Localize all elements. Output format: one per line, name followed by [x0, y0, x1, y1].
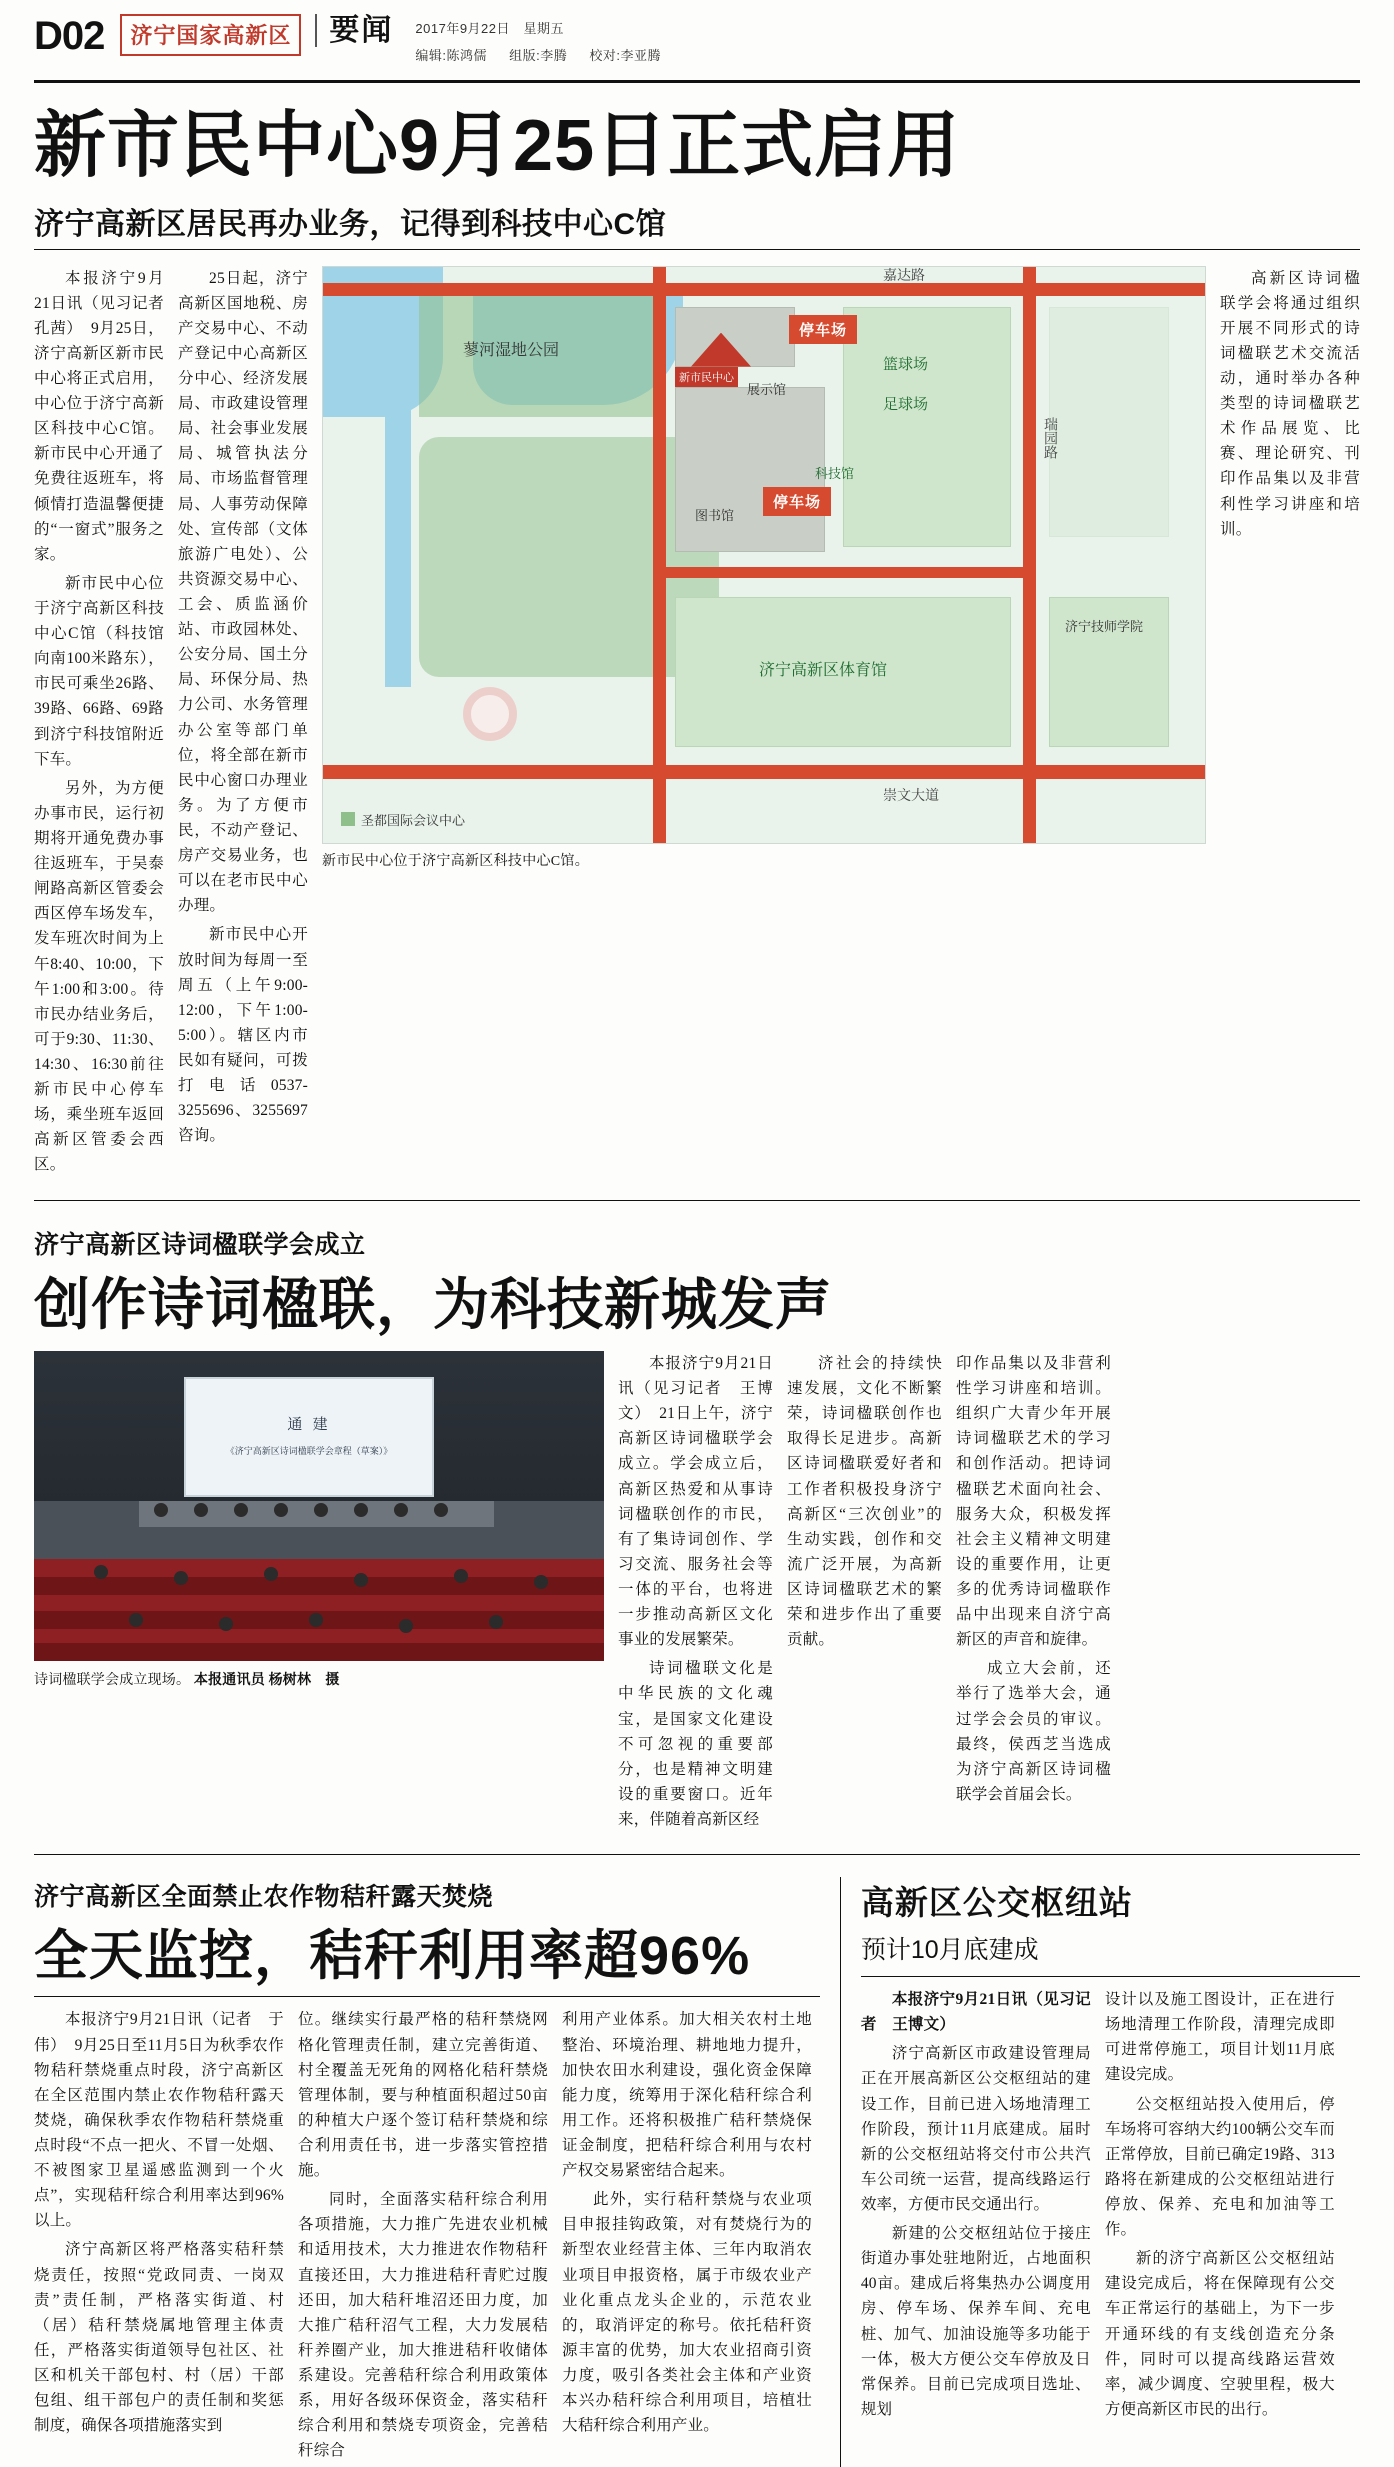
paragraph: 本报济宁9月21日讯（见习记者 王博文） 21日上午，济宁高新区诗词楹联学会成立。学会成立后，高新区热爱和从事诗词楹联创作的市民，有了集诗词创作、学习交流、服务社会等一体的平台，也将进一步推动高新区文化事业的发展繁荣。 — [618, 1355, 773, 1649]
person-head — [354, 1503, 368, 1517]
paragraph: 济宁高新区市政建设管理局正在开展高新区公交枢纽站的建设工作，目前已进入场地清理工作阶段，预计11月底建成。届时新的公交枢纽站将交付市公共汽车公司统一运营，提高线路运行效率，方便市民交通出行。 — [860, 2045, 1091, 2213]
paragraph: 新市民中心位于济宁高新区科技中心C馆（科技馆向南100米路东），市民可乘坐26路、39路、66路、69路到济宁科技馆附近下车。 — [34, 574, 164, 768]
story4-col2 — [1105, 1987, 1335, 2426]
map-road-bottom — [323, 765, 1205, 779]
map-road-top — [323, 283, 1205, 296]
person-head — [129, 1613, 143, 1627]
map-river — [385, 387, 411, 687]
page-folio: D02 — [34, 14, 105, 58]
paragraph: 同时，全面落实秸秆综合利用各项措施，大力推广先进农业机械和适用技术，大力推进农作物秸秆直接还田，大力推进秸秆青贮过腹还田，加大秸秆堆沼还田力度，加大推广秸秆沼气工程，大力发展秸秆养圈产业，加大推进秸秆收储体系建设。完善秸秆综合利用政策体系，用好各级环保资金，落实秸秆综合利用和禁烧专项资金，完善秸秆综合 — [298, 2191, 548, 2460]
story3-body — [34, 2007, 820, 2467]
legend-swatch-icon — [341, 812, 355, 826]
person-head — [309, 1613, 323, 1627]
dateline: 本报济宁9月21日讯（见习记者 王博文） — [860, 1991, 1091, 2034]
paragraph: 25日起，济宁高新区国地税、房产交易中心、不动产登记中心高新区分中心、经济发展局、市政建设管理局、社会事业发展局、城管执法分局、市场监督管理局、人事劳动保障处、宣传部（文体旅游广电处）、公共资源交易中心、工会、质监涵价站、市政园林处、公安分局、国土分局、环保分局、热力公司、水务管理办公室等部门单位，将全部在新市民中心窗口办理业务。为了方便市民，不动产登记、房产交易业务，也可以在老市民中心办理。 — [178, 269, 308, 915]
map-pin-new-citizen-center: 新市民中心 — [675, 367, 738, 387]
paragraph: 此外，实行秸秆禁烧与农业项目申报挂钩政策，对有焚烧行为的新型农业经营主体、三年内取消农业项目申报资格，属于市级农业产业化重点龙头企业的，示范农业的，取消评定的称号。依托秸秆资源丰富的优势，加大农业招商引资力度，吸引各类社会主体和产业资本兴办秸秆综合利用项目，培植壮大秸秆综合利用产业。 — [562, 2191, 812, 2435]
paragraph: 新的济宁高新区公交枢纽站建设完成后，将在保障现有公交车正常运行的基础上，为下一步开通环线的有支线创造充分条件，同时可以提高线路运营效率，减少调度、空驶里程，极大方便高新区市民的出行。 — [1104, 2250, 1335, 2418]
paragraph: 诗词楹联文化是中华民族的文化魂宝，是国家文化建设不可忽视的重要部分，也是精神文明建设的重要窗口。近年来，伴随着高新区经 — [618, 1660, 773, 1828]
person-head — [274, 1503, 288, 1517]
brand-name: 济宁国家高新区 — [130, 23, 292, 48]
story2-photo-wrap — [34, 1351, 604, 1836]
seat-row — [34, 1643, 604, 1661]
photo-audience-seats — [34, 1559, 604, 1661]
map-green-area — [419, 437, 719, 677]
story4-col1 — [861, 1987, 1091, 2426]
person-head — [394, 1503, 408, 1517]
event-photo — [34, 1351, 604, 1661]
seat-row — [34, 1577, 604, 1595]
story2-col3 — [956, 1351, 1111, 1836]
story2-col1 — [618, 1351, 773, 1836]
masthead-meta — [415, 14, 679, 64]
story3-col2 — [298, 2007, 548, 2467]
map-label-wetland-park: 蓼河湿地公园 — [463, 341, 560, 359]
map-road-vertical-2 — [1023, 267, 1036, 844]
brand-logo — [120, 14, 301, 56]
story1-subhead: 济宁高新区居民再办业务，记得到科技中心C馆 — [34, 207, 667, 241]
person-head — [264, 1567, 278, 1581]
story1-body — [34, 266, 1360, 1182]
projector-screen — [184, 1377, 434, 1497]
map-parking-1: 停车场 — [789, 315, 857, 344]
paragraph: 济宁高新区将严格落实秸秆禁烧责任，按照“党政同责、一岗双责”责任制，严格落实街道、村（居）秸秆禁烧属地管理主体责任，严格落实街道领导包社区、社区和机关干部包村、村（居）干部包组、组干部包户的责任制和奖惩制度，确保各项措施落实到 — [34, 2241, 284, 2435]
person-head — [434, 1503, 448, 1517]
story4-body — [861, 1987, 1360, 2426]
paragraph: 本报济宁9月21日讯（见习记者 孔茜） 9月25日，济宁高新区新市民中心将正式启用，中心位于济宁高新区科技中心C馆。新市民中心开通了免费往返班车，将倾情打造温馨便捷的“一窗式”服务之家。 — [34, 269, 180, 563]
paragraph: 新建的公交枢纽站位于接庄街道办事处驻地附近，占地面积40亩。建成后将集热办公调度用房、停车场、保养车间、充电桩、加气、加油设施等多功能于一体，极大方便公交车停放及日常保养。目前已完成项目选址、规划 — [860, 2225, 1091, 2418]
story1-col2 — [178, 266, 308, 1182]
story2-col2 — [787, 1351, 942, 1836]
person-head — [154, 1503, 168, 1517]
map-label-exhibit: 展示馆 — [747, 381, 787, 397]
paragraph: 新市民中心开放时间为每周一至周五（上午9:00-12:00，下午1:00-5:00）。辖区内市民如有疑问，可拨打电话0537-3255696、3255697咨询。 — [178, 926, 308, 1145]
person-head — [399, 1619, 413, 1633]
story3-col1 — [34, 2007, 284, 2467]
person-head — [194, 1503, 208, 1517]
story3-col3 — [562, 2007, 812, 2467]
story-poetry-society — [34, 1201, 1360, 1837]
map-roundabout — [463, 687, 517, 741]
screen-subtitle: 《济宁高新区诗词楹联学会章程（草案）》 — [225, 1446, 393, 1456]
paragraph: 济社会的持续快速发展，文化不断繁荣，诗词楹联创作也取得长足进步。高新区诗词楹联爱好者和工作者积极投身济宁高新区“三次创业”的生动实践，创作和交流广泛开展，为高新区诗词楹联艺术的繁荣和进步作出了重要贡献。 — [787, 1355, 942, 1649]
map-block-2 — [675, 387, 825, 552]
map-roadname-1: 嘉达路 — [883, 266, 925, 283]
credit-proof: 校对:李亚腾 — [589, 48, 662, 63]
map-roadname-3: 崇文大道 — [883, 786, 939, 803]
map-road-mid — [653, 567, 1036, 578]
location-map — [322, 266, 1206, 844]
person-head — [219, 1617, 233, 1631]
map-label-stadium: 济宁高新区体育馆 — [759, 661, 888, 679]
paragraph: 印作品集以及非营利性学习讲座和培训。组织广大青少年开展诗词楹联艺术的学习和创作活动。把诗词楹联艺术面向社会、服务大众，积极发挥社会主义精神文明建设的重要作用，让更多的优秀诗词楹联作品中出现来自济宁高新区的声音和旋律。 — [956, 1355, 1111, 1649]
caption-text: 诗词楹联学会成立现场。 — [34, 1673, 191, 1688]
person-head — [489, 1615, 503, 1629]
credit-layout: 组版:李腾 — [509, 48, 568, 63]
person-head — [94, 1565, 108, 1579]
story3-kicker: 济宁高新区全面禁止农作物秸秆露天焚烧 — [34, 1883, 494, 1912]
story1-col3 — [1220, 266, 1360, 1182]
map-label-basketball: 篮球场 — [883, 355, 929, 373]
person-head — [174, 1571, 188, 1585]
map-sports-block — [843, 307, 1011, 547]
story1-col1 — [34, 266, 180, 1182]
story1-headline: 新市民中心9月25日正式启用 — [34, 106, 961, 186]
map-legend — [341, 810, 465, 829]
story3-rule — [34, 1996, 820, 1997]
credits — [415, 45, 679, 64]
person-head — [534, 1575, 548, 1589]
map-label-college: 济宁技师学院 — [1065, 618, 1144, 634]
story3-headline: 全天监控，秸秆利用率超96% — [34, 1926, 751, 1987]
story2-headline: 创作诗词楹联，为科技新城发声 — [34, 1272, 832, 1336]
paragraph: 高新区诗词楹联学会将通过组织开展不同形式的诗词楹联艺术交流活动，通时举办各种类型的诗词楹联艺术作品展览、比赛、理论研究、刊印作品集以及非营利性学习讲座和培训。 — [1220, 269, 1360, 538]
paragraph: 设计以及施工图设计，正在进行场地清理工作阶段，清理完成即可进常停施工，项目计划11月底建设完成。 — [1104, 1991, 1335, 2084]
story-straw-burning — [34, 1877, 820, 2467]
story1-figure — [322, 266, 1206, 1182]
map-roadname-2: 瑞园路 — [1043, 416, 1059, 459]
story2-body — [34, 1351, 1360, 1836]
paragraph: 位。继续实行最严格的秸秆禁烧网格化管理责任制，建立完善街道、村全覆盖无死角的网格化秸秆禁烧管理体制，要与种植面积超过50亩的种植大户逐个签订秸秆禁烧和综合利用责任书，进一步落实管控措施。 — [298, 2011, 548, 2180]
caption-credit: 本报通讯员 杨树林 摄 — [193, 1673, 340, 1688]
person-head — [454, 1569, 468, 1583]
story1-figure-caption: 新市民中心位于济宁高新区科技中心C馆。 — [322, 853, 590, 869]
person-head — [234, 1503, 248, 1517]
screen-title: 通 建 — [287, 1416, 331, 1433]
paragraph: 利用产业体系。加大相关农村土地整治、环境治理、耕地地力提升，加快农田水利建设，强化资金保障能力度，统筹用于深化秸秆综合利用工作。还将积极推广秸秆禁烧保证金制度，把秸秆综合利用与农村产权交易紧密结合起来。 — [562, 2011, 812, 2180]
bottom-section — [34, 1855, 1360, 2467]
publication-date: 2017年9月22日 星期五 — [415, 21, 565, 36]
paragraph: 公交枢纽站投入使用后，停车场将可容纳大约100辆公交车而正常停放，目前已确定19路、313路将在新建成的公交枢纽站进行停放、保养、充电和加油等工作。 — [1104, 2095, 1335, 2239]
masthead — [34, 0, 1360, 74]
story-bus-hub — [861, 1877, 1360, 2467]
map-parking-2: 停车场 — [763, 487, 831, 516]
story1-rule — [34, 249, 1360, 250]
story4-kicker: 高新区公交枢纽站 — [860, 1884, 1133, 1922]
paragraph: 成立大会前，还举行了选举大会，通过学会会员的审议。最终，侯西芝当选成为济宁高新区诗词楹联学会首届会长。 — [956, 1660, 1111, 1803]
map-label-library: 图书馆 — [695, 507, 735, 523]
credit-editor: 编辑:陈鸿儒 — [415, 48, 488, 63]
story-new-citizen-center — [34, 83, 1360, 1182]
story4-subhead: 预计10月底建成 — [860, 1936, 1039, 1965]
person-head — [314, 1503, 328, 1517]
map-east-block — [1049, 307, 1169, 537]
story2-kicker: 济宁高新区诗词楹联学会成立 — [34, 1230, 366, 1259]
story4-rule — [861, 1976, 1360, 1977]
story2-caption — [34, 1669, 604, 1689]
section-divider — [840, 1877, 841, 2467]
person-head — [354, 1573, 368, 1587]
section-title: 要闻 — [315, 14, 393, 47]
paragraph: 本报济宁9月21日讯（记者 于伟） 9月25日至11月5日为秋季农作物秸秆禁烧重点时段，济宁高新区在全区范围内禁止农作物秸秆露天焚烧，确保秋季农作物秸秆禁烧重点时段“不点一把火、不冒一处烟、不被图家卫星遥感监测到一个火点”，实现秸秆综合利用率达到96%以上。 — [34, 2011, 284, 2230]
paragraph: 另外，为方便办事市民，运行初期将开通免费办事往返班车，于吴泰闸路高新区管委会西区停车场发车，发车班次时间为上午8:40、10:00，下午1:00和3:00。待市民办结业务后，可于9:30、11:30、14:30、16:30前往新市民中心停车场，乘坐班车返回高新区管委会西区。 — [34, 779, 164, 1174]
map-label-football: 足球场 — [883, 395, 929, 413]
legend-label: 圣都国际会议中心 — [361, 812, 466, 828]
map-label-sciencemuseum: 科技馆 — [815, 465, 855, 481]
map-road-vertical-1 — [653, 267, 666, 844]
